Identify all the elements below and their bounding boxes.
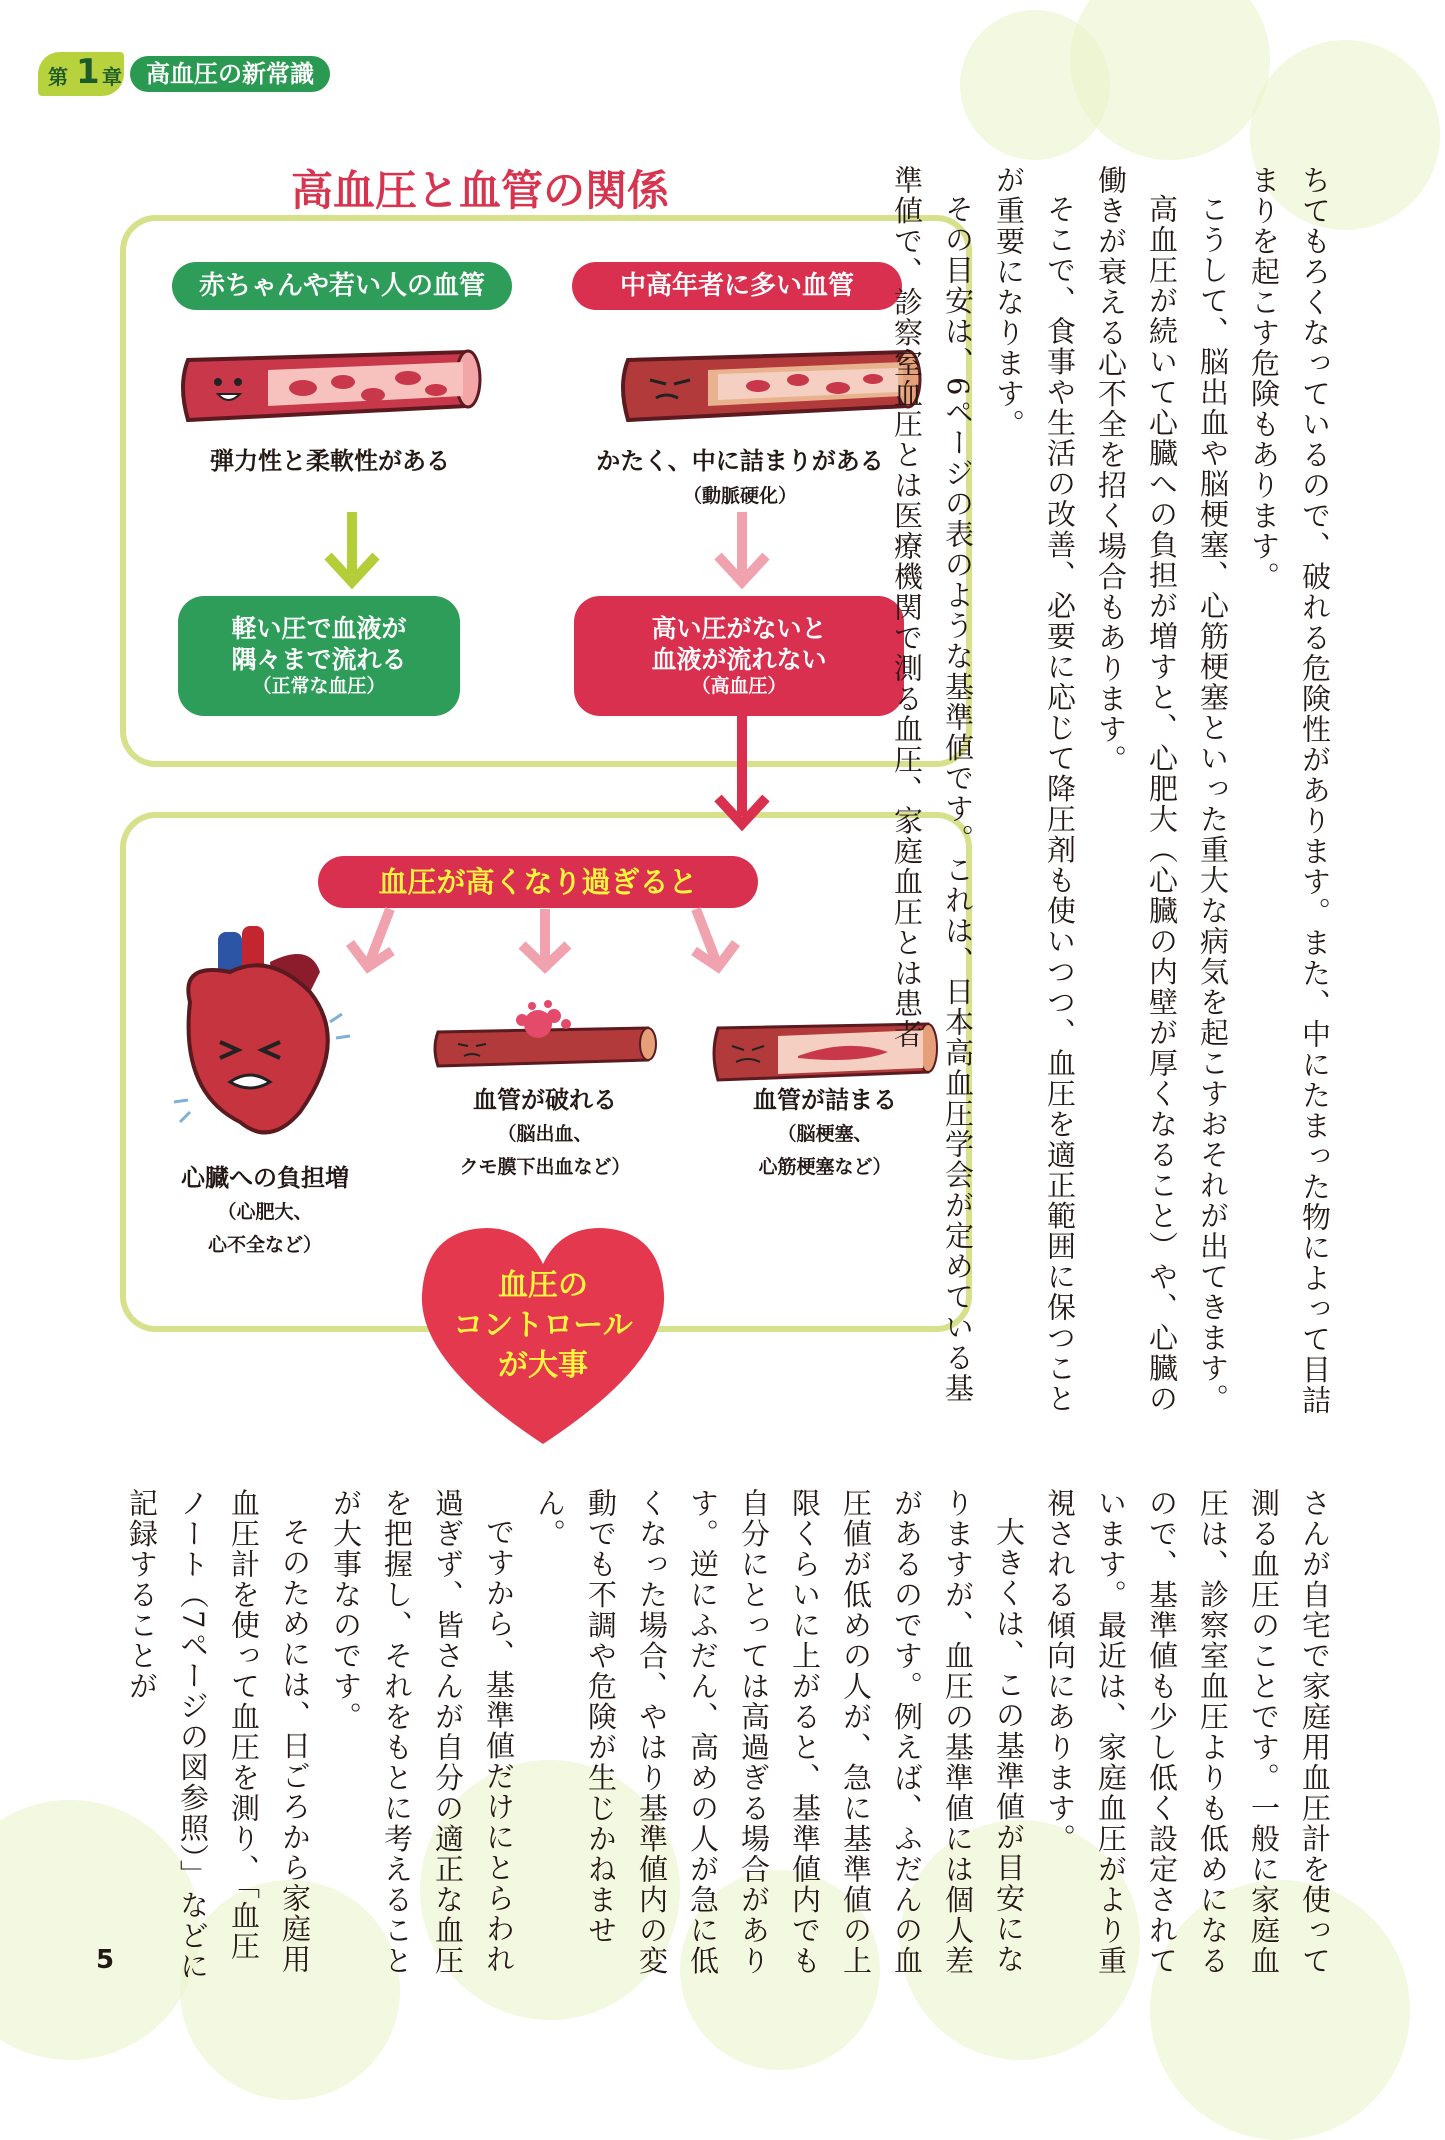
heart-burden-note1: （心肥大、 [217, 1201, 313, 1224]
normal-pressure-line2: 隅々まで流れる [231, 645, 407, 675]
heart-callout-line3: が大事 [498, 1348, 588, 1383]
body-paragraph: そのためには、日ごろから家庭用血圧計を使って血圧を測り、「血圧ノート（7ページの図参照）」などに記録することが [125, 1488, 312, 1982]
arrow-down-icon [510, 905, 580, 975]
high-pressure-line2: 血液が流れない [651, 645, 827, 675]
young-vessel-label: 赤ちゃんや若い人の血管 [172, 262, 512, 310]
normal-pressure-line1: 軽い圧で血液が [231, 613, 407, 643]
heart-callout-text [408, 1266, 678, 1386]
heart-burden-label: 心臓への負担増 [181, 1164, 349, 1192]
body-paragraph: こうして、脳出血や脳梗塞、心筋梗塞といった重大な病気を起こすおそれが出てきます。 [1196, 194, 1230, 1414]
chapter-number: 1 [76, 52, 100, 92]
clog-note1: （脳梗塞、 [777, 1123, 873, 1146]
page-number: 5 [96, 1945, 115, 1975]
normal-pressure-note: （正常な血圧） [252, 675, 386, 698]
old-vessel-label: 中高年者に多い血管 [572, 262, 902, 310]
body-paragraph: ですから、基準値だけにとらわれ過ぎず、皆さんが自分の適正な血圧を把握し、それをもとに考えることが大事なのです。 [329, 1488, 516, 1976]
high-pressure-note: （高血圧） [691, 675, 787, 698]
chapter-prefix: 第 [48, 65, 68, 89]
young-vessel-caption: 弾力性と柔軟性がある [210, 447, 450, 475]
too-high-label: 血圧が高くなり過ぎると [318, 856, 758, 908]
body-text-upper [890, 165, 1340, 1420]
chapter-title: 高血圧の新常識 [130, 56, 330, 92]
high-pressure-box [574, 596, 904, 716]
body-text-lower [100, 1488, 1340, 1983]
rupture-label: 血管が破れる [473, 1086, 617, 1114]
arrow-down-icon [320, 512, 384, 592]
arrow-down-icon [710, 512, 774, 592]
rupture-note2: クモ膜下出血など） [459, 1155, 631, 1178]
rupture-note1: （脳出血、 [497, 1123, 593, 1146]
arrow-down-right-icon [676, 905, 746, 975]
high-pressure-line1: 高い圧がないと [651, 613, 827, 643]
clog-note2: 心筋梗塞など） [758, 1155, 892, 1178]
heart-callout-line2: コントロール [453, 1308, 633, 1343]
ruptured-vessel-illustration [428, 996, 658, 1086]
body-paragraph: さんが自宅で家庭用血圧計を使って測る血圧のことです。一般に家庭血圧は、診察室血圧よりも低めになるので、基準値も少し低く設定されています。最近は、家庭血圧がより重視される傾向にあります。 [1043, 1488, 1332, 1976]
chapter-header [38, 52, 358, 96]
normal-pressure-box [178, 596, 460, 716]
figure-title: 高血圧と血管の関係 [290, 166, 669, 215]
old-vessel-caption: かたく、中に詰まりがある [596, 447, 884, 475]
strained-heart-illustration [160, 922, 360, 1152]
arrow-down-icon [710, 716, 774, 836]
rupture-caption [420, 1084, 670, 1181]
body-paragraph: その目安は、6ページの表のような基準値です。これは、日本高血圧学会が定めている基準値で、診察室血圧とは医療機関で測る血圧、家庭血圧とは患者 [890, 165, 975, 1404]
chapter-suffix: 章 [102, 65, 122, 89]
healthy-vessel-illustration [168, 330, 488, 440]
background-circle [1070, 0, 1270, 160]
body-paragraph: そこで、食事や生活の改善、必要に応じて降圧剤も使いつつ、血圧を適正範囲に保つことが重要になります。 [992, 165, 1077, 1414]
clogged-vessel-illustration [608, 330, 928, 440]
body-paragraph: ちてもろくなっているので、破れる危険性があります。また、中にたまった物によって目詰まりを起こす危険もあります。 [1247, 165, 1332, 1416]
body-paragraph: 大きくは、この基準値が目安になりますが、血圧の基準値には個人差があるのです。例えば、ふだんの血圧値が低めの人が、急に基準値の上限くらいに上がると、基準値内でも自分にとっては高過ぎる場合がありす。逆にふだん、高めの人が急に低くなった場合、やはり基準値内の変動でも不調や危険が生じかねません。 [533, 1488, 1026, 1976]
heart-burden-note2: 心不全など） [207, 1233, 322, 1256]
heart-burden-caption [150, 1162, 380, 1259]
body-paragraph: 高血圧が続いて心臓への負担が増すと、心肥大（心臓の内壁が厚くなること）や、心臓の働きが衰える心不全を招く場合もあります。 [1094, 165, 1179, 1414]
old-vessel-caption-note: （動脈硬化） [682, 485, 797, 507]
clog-label: 血管が詰まる [753, 1086, 897, 1114]
heart-callout-line1: 血圧の [498, 1268, 588, 1303]
